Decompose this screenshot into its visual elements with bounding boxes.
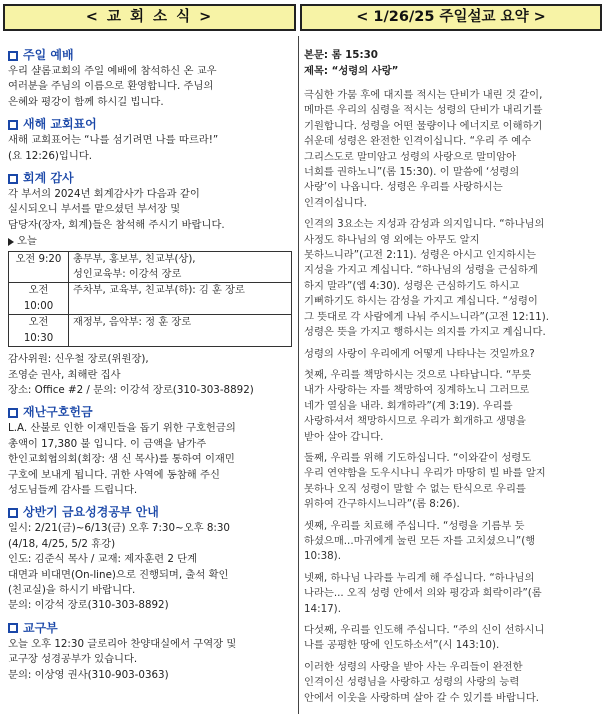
sermon-summary-header bbox=[300, 4, 602, 31]
audit-body: 각 부서의 2024년 회계감사가 다음과 같이 실시되오니 부서를 맡으셨던 부서장 및 담당자(장자, 회계)들은 참석해 주시기 바랍니다. bbox=[8, 188, 225, 231]
schedule-time: 오전 10:00 bbox=[9, 283, 69, 315]
motto-section-title: 새해 교회표어 bbox=[8, 116, 294, 133]
audit-section-title: 회계 감사 bbox=[8, 170, 294, 187]
bible-study-body: 일시: 2/21(금)~6/13(금) 오후 7:30~오후 8:30 (4/18, 4/25, 5/2 휴강) 인도: 김준식 목사 / 교재: 제자훈련 2 단계 대면과 비대면(On-line)으로 진행되며, 출석 확인 (친교실)을 하시기 바랍니다. 문의: 이강석 장로(310-303-8892) bbox=[8, 522, 230, 612]
relief-section-title: 재난구호헌금 bbox=[8, 404, 294, 421]
sermon-paragraph: 다섯째, 우리를 인도해 주십니다. “주의 신이 선하시니 나를 공평한 땅에 인도하소서”(시 143:10). bbox=[304, 624, 545, 652]
square-bullet-icon bbox=[8, 120, 18, 130]
motto-body: 새해 교회표어는 “나를 섬기려면 나를 따르라!” (요 12:26)입니다. bbox=[8, 134, 219, 162]
sermon-paragraph: 첫째, 우리를 책망하시는 것으로 나타납니다. “무릇 내가 사랑하는 자를 책망하여 징계하노니 그러므로 네가 열심을 내라. 회개하라”(계 3:19). 우리를 사랑하셔서 책망하시므로 우리가 회개하고 생명을 받아 살아 갑니다. bbox=[304, 368, 532, 443]
sermon-paragraph: 둘째, 우리를 위해 기도하십니다. “이와같이 성령도 우리 연약함을 도우시나니 우리가 마땅히 빌 바를 알지 못하나 오직 성령이 말할 수 없는 탄식으로 우리를 위하여 간구하시느니라”(롬 8:26). bbox=[304, 451, 546, 511]
square-bullet-icon bbox=[8, 174, 18, 184]
sermon-column bbox=[304, 39, 602, 706]
sermon-paragraph: 넷째, 하나님 나라를 누리게 해 주십니다. “하나님의 나라는... 오직 성령 안에서 의와 평강과 희락이라”(롬 14:17). bbox=[304, 571, 542, 615]
schedule-people: 주차부, 교육부, 친교부(하): 김 훈 장로 bbox=[69, 283, 292, 315]
church-news-column bbox=[8, 39, 294, 683]
sermon-text-reference: 본문: 롬 15:30 bbox=[304, 49, 378, 61]
sermon-paragraph: 극심한 가뭄 후에 대지를 적시는 단비가 내린 것 같이, 메마른 우리의 심령을 적시는 성령의 단비가 내리기를 기원합니다. 성령을 어떤 물량이나 에너지로 이해하기 쉬운데 성령은 완전한 인격이십니다. “우리 주 예수 그리스도로 말미암고 성령의 사랑으로 말미암아 너희를 권하노니”(롬 15:30). 이 말씀에 ‘성령의 사랑’이 나옵니다. 성령은 우리를 사랑하시는 인격이십니다. bbox=[304, 89, 543, 209]
worship-section-title: 주일 예배 bbox=[8, 47, 294, 64]
relief-body: L.A. 산불로 인한 이재민들을 돕기 위한 구호헌금의 총액이 17,380 불 입니다. 이 금액을 남가주 한인교회협의회(회장: 샘 신 목사)를 통하여 이재민 구호에 보내게 됩니다. 귀한 사역에 동참해 주신 성도님들께 감사를 드립니다. bbox=[8, 422, 236, 496]
sermon-paragraph: 인격의 3요소는 지성과 감성과 의지입니다. “하나님의 사정도 하나님의 영 외에는 아무도 알지 못하느니라”(고전 2:11). 성령은 아시고 인지하시는 지성을 가지고 계십니다. “하나님의 성령을 근심하게 하지 말라”(엡 4:30). 성령은 근심하기도 하시고 기뻐하기도 하시는 감성을 가지고 계십니다. “성령이 그 뜻대로 각 사람에게 나눠 주시느니라”(고전 12:11). 성령은 뜻을 가지고 행하시는 의지를 가지고 계십니다. bbox=[304, 218, 549, 339]
church-news-header bbox=[3, 4, 296, 31]
schedule-time: 오전 10:30 bbox=[9, 315, 69, 347]
sermon-paragraph: 성령의 사랑이 우리에게 어떻게 나타나는 것일까요? bbox=[304, 347, 535, 360]
square-bullet-icon bbox=[8, 51, 18, 61]
column-divider bbox=[298, 36, 299, 714]
today-label: 오늘 bbox=[8, 234, 294, 249]
schedule-people: 총무부, 홍보부, 친교부(상), 성인교육부: 이강석 장로 bbox=[69, 251, 292, 283]
schedule-time: 오전 9:20 bbox=[9, 251, 69, 283]
worship-body: 우리 샬롬교회의 주일 예배에 참석하신 온 교우 여러분을 주님의 이름으로 환영합니다. 주님의 은혜와 평강이 함께 하시길 빕니다. bbox=[8, 65, 217, 108]
square-bullet-icon bbox=[8, 408, 18, 418]
table-row bbox=[9, 283, 292, 315]
sermon-paragraph: 이러한 성령의 사랑을 받아 사는 우리들이 완전한 인격이신 성령님을 사랑하고 성령의 사랑의 능력 안에서 이웃을 사랑하며 살아 갈 수 있기를 바랍니다. bbox=[304, 660, 540, 704]
sermon-title: 제목: “성령의 사랑” bbox=[304, 65, 399, 77]
bible-study-section-title: 상반기 금요성경공부 안내 bbox=[8, 504, 294, 521]
square-bullet-icon bbox=[8, 508, 18, 518]
square-bullet-icon bbox=[8, 623, 18, 633]
table-row bbox=[9, 251, 292, 283]
sermon-summary-title: < 1/26/25 주일설교 요약 > bbox=[356, 8, 546, 25]
audit-schedule-table bbox=[8, 251, 292, 347]
schedule-people: 재정부, 음악부: 정 훈 장로 bbox=[69, 315, 292, 347]
audit-committee-info: 감사위원: 신우철 장로(위원장), 조영순 권사, 최해란 집사 장소: Office #2 / 문의: 이강석 장로(310-303-8892) bbox=[8, 353, 254, 396]
table-row bbox=[9, 315, 292, 347]
church-news-title: < 교 회 소 식 > bbox=[85, 8, 214, 25]
education-section-title: 교구부 bbox=[8, 620, 294, 637]
sermon-paragraph: 셋째, 우리를 치료해 주십니다. “성령을 기름부 듯 하셨으매...마귀에게 눌린 모든 자를 고치셨으니”(행 10:38). bbox=[304, 519, 536, 563]
education-body: 오늘 오후 12:30 글로리아 찬양대실에서 구역장 및 교구장 성경공부가 있습니다. 문의: 이상영 권사(310-903-0363) bbox=[8, 637, 237, 681]
triangle-bullet-icon bbox=[8, 238, 14, 246]
